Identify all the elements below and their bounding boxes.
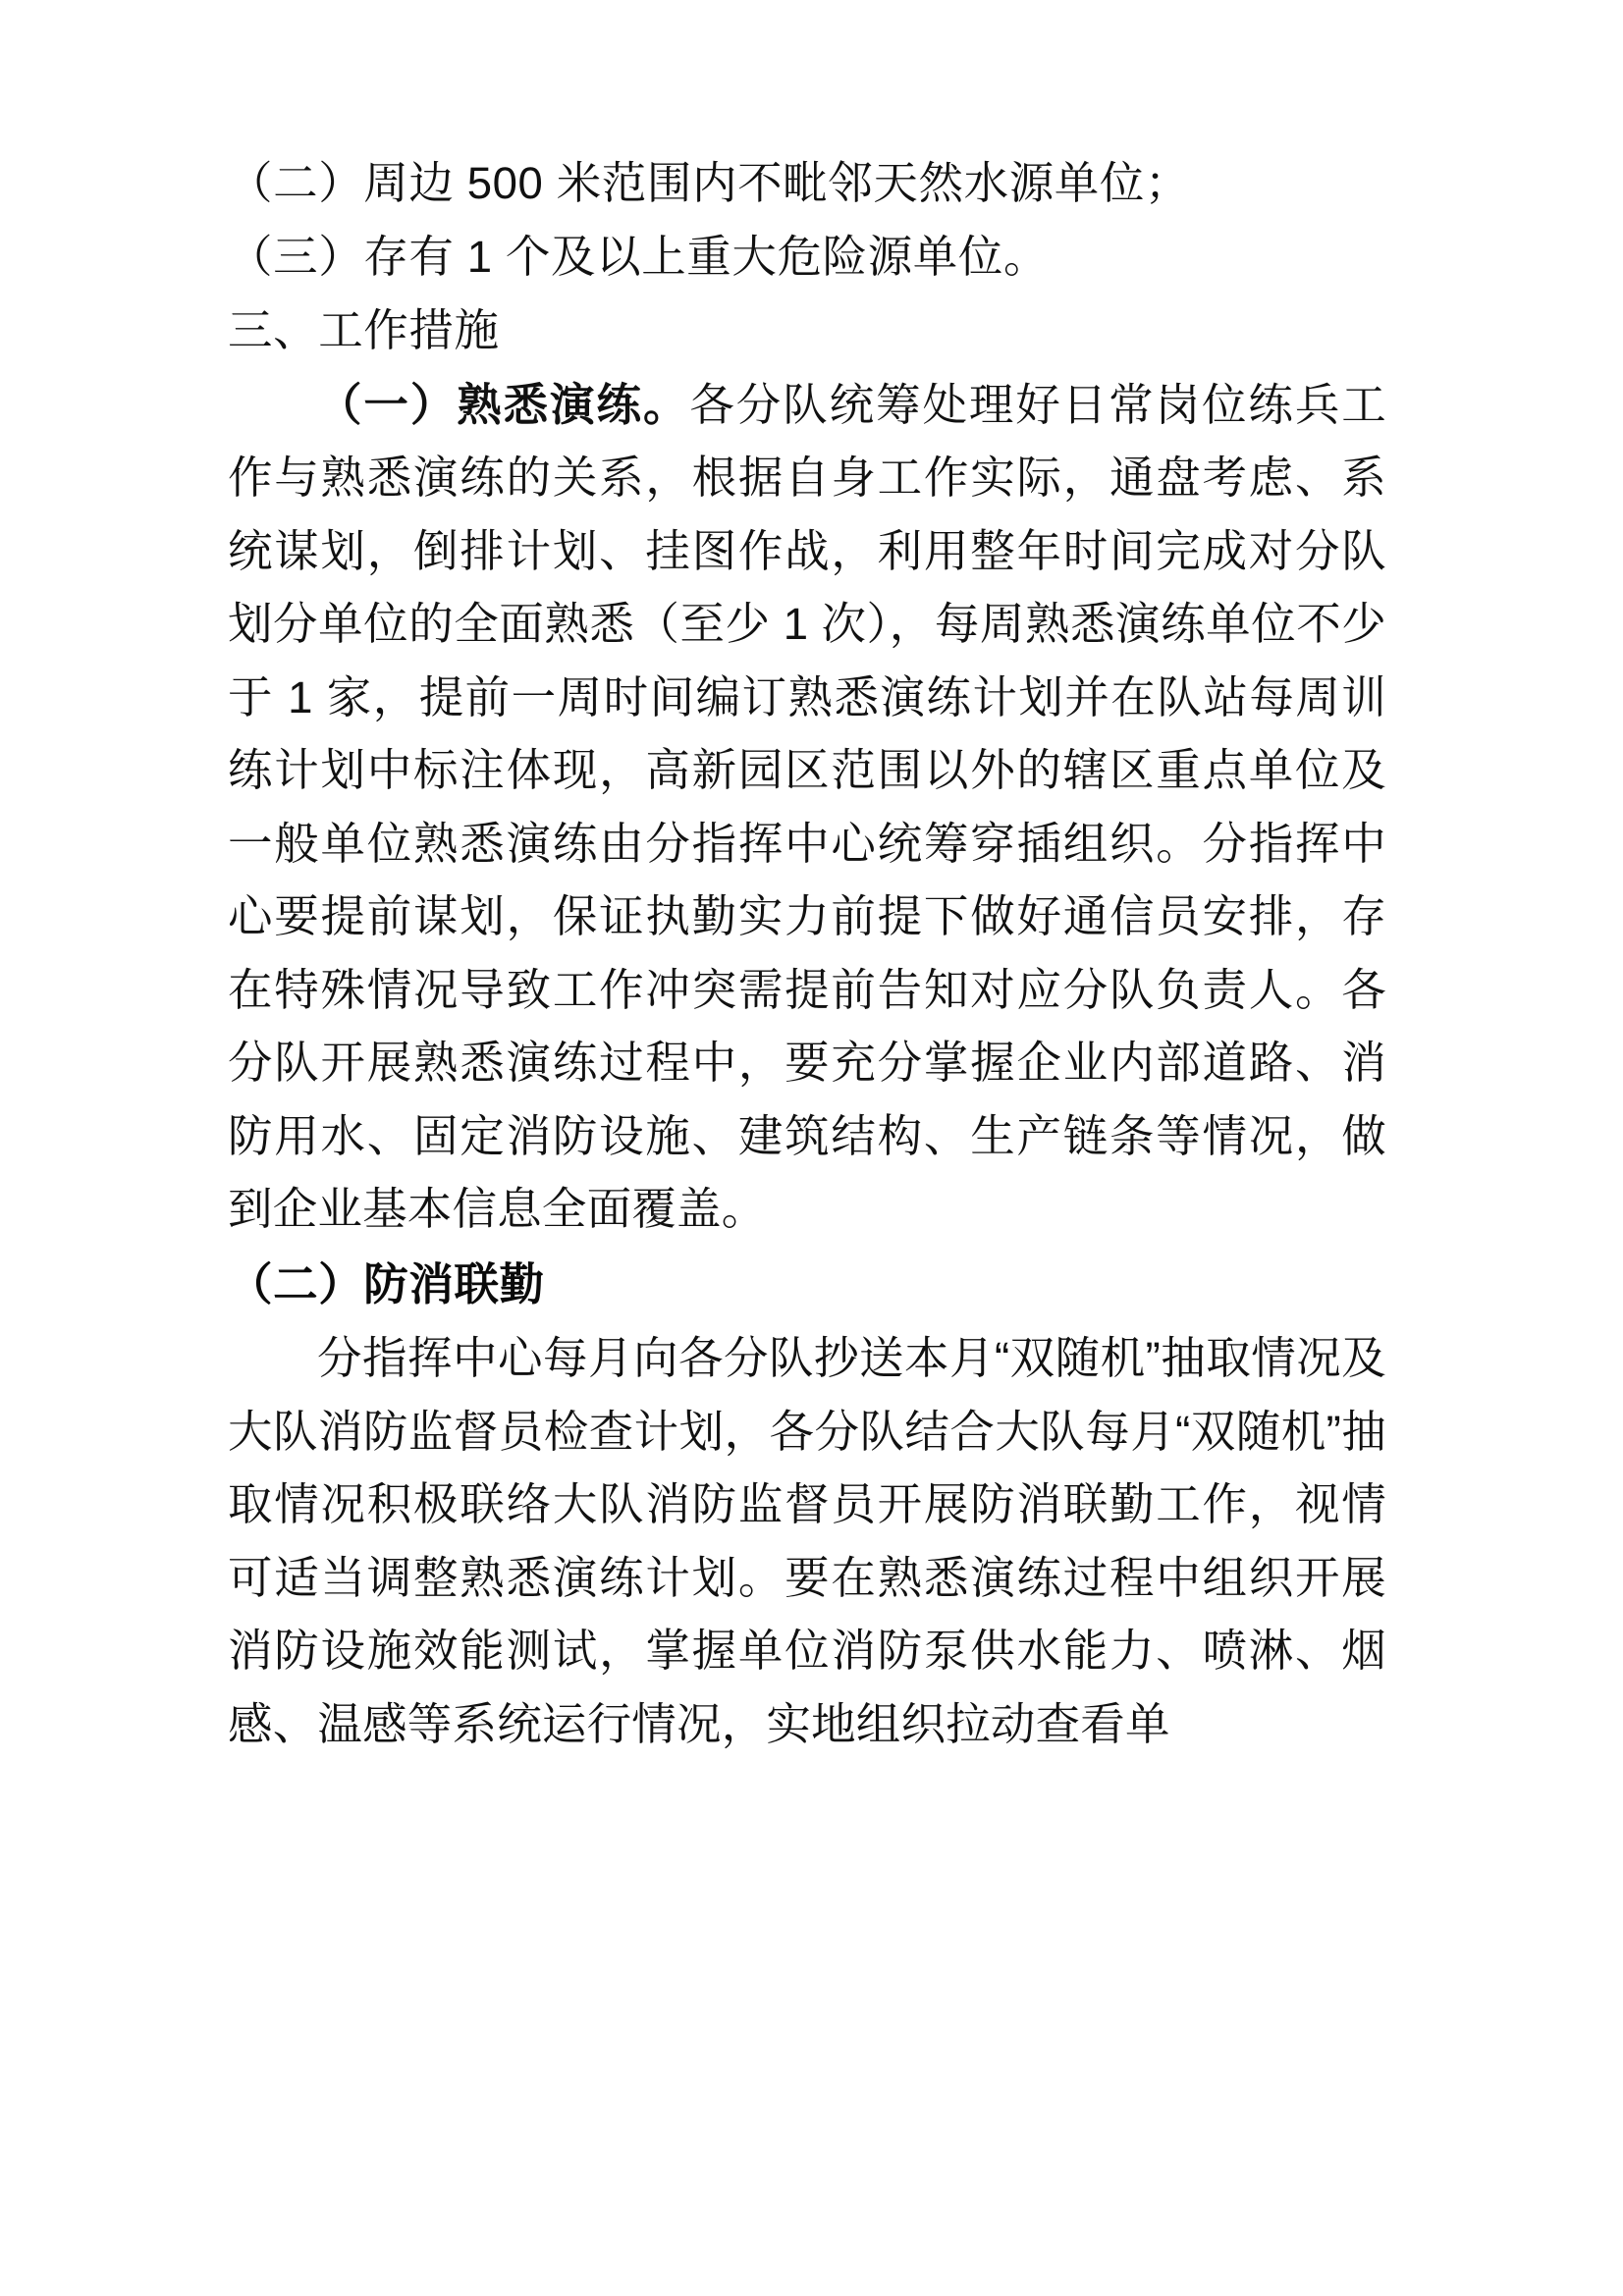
subsection-body-joint-duty: 分指挥中心每月向各分队抄送本月“双随机”抽取情况及大队消防监督员检查计划，各分队结合大队每月“双随机”抽取情况积极联络大队消防监督员开展防消联勤工作，视情可适当调整熟悉演练计划。要在熟悉演练过程中组织开展消防设施效能测试，掌握单位消防泵供水能力、喷淋、烟感、温感等系统运行情况，实地组织拉动查看单	[228, 1333, 1386, 1749]
clause-item-3: （三）存有 1 个及以上重大危险源单位。	[228, 231, 1050, 282]
section-heading-work-measures: 三、工作措施	[228, 305, 500, 355]
clause-item-2: （二）周边 500 米范围内不毗邻天然水源单位；	[228, 158, 1191, 208]
subsection-heading-joint-duty: （二）防消联勤	[228, 1258, 545, 1309]
subsection-familiarization-drill	[228, 369, 1386, 1247]
subsection-body-familiarization: 各分队统筹处理好日常岗位练兵工作与熟悉演练的关系，根据自身工作实际，通盘考虑、系统谋划，倒排计划、挂图作战，利用整年时间完成对分队划分单位的全面熟悉（至少 1 次），每周熟悉演练单位不少于 1 家，提前一周时间编订熟悉演练计划并在队站每周训练计划中标注体现，高新园区范围以外的辖区重点单位及一般单位熟悉演练由分指挥中心统筹穿插组织。分指挥中心要提前谋划，保证执勤实力前提下做好通信员安排，存在特殊情况导致工作冲突需提前告知对应分队负责人。各分队开展熟悉演练过程中，要充分掌握企业内部道路、消防用水、固定消防设施、建筑结构、生产链条等情况，做到企业基本信息全面覆盖。	[228, 379, 1386, 1234]
document-body	[228, 147, 1386, 1761]
subsection-lead-label-familiarization: （一）熟悉演练。	[317, 379, 690, 430]
